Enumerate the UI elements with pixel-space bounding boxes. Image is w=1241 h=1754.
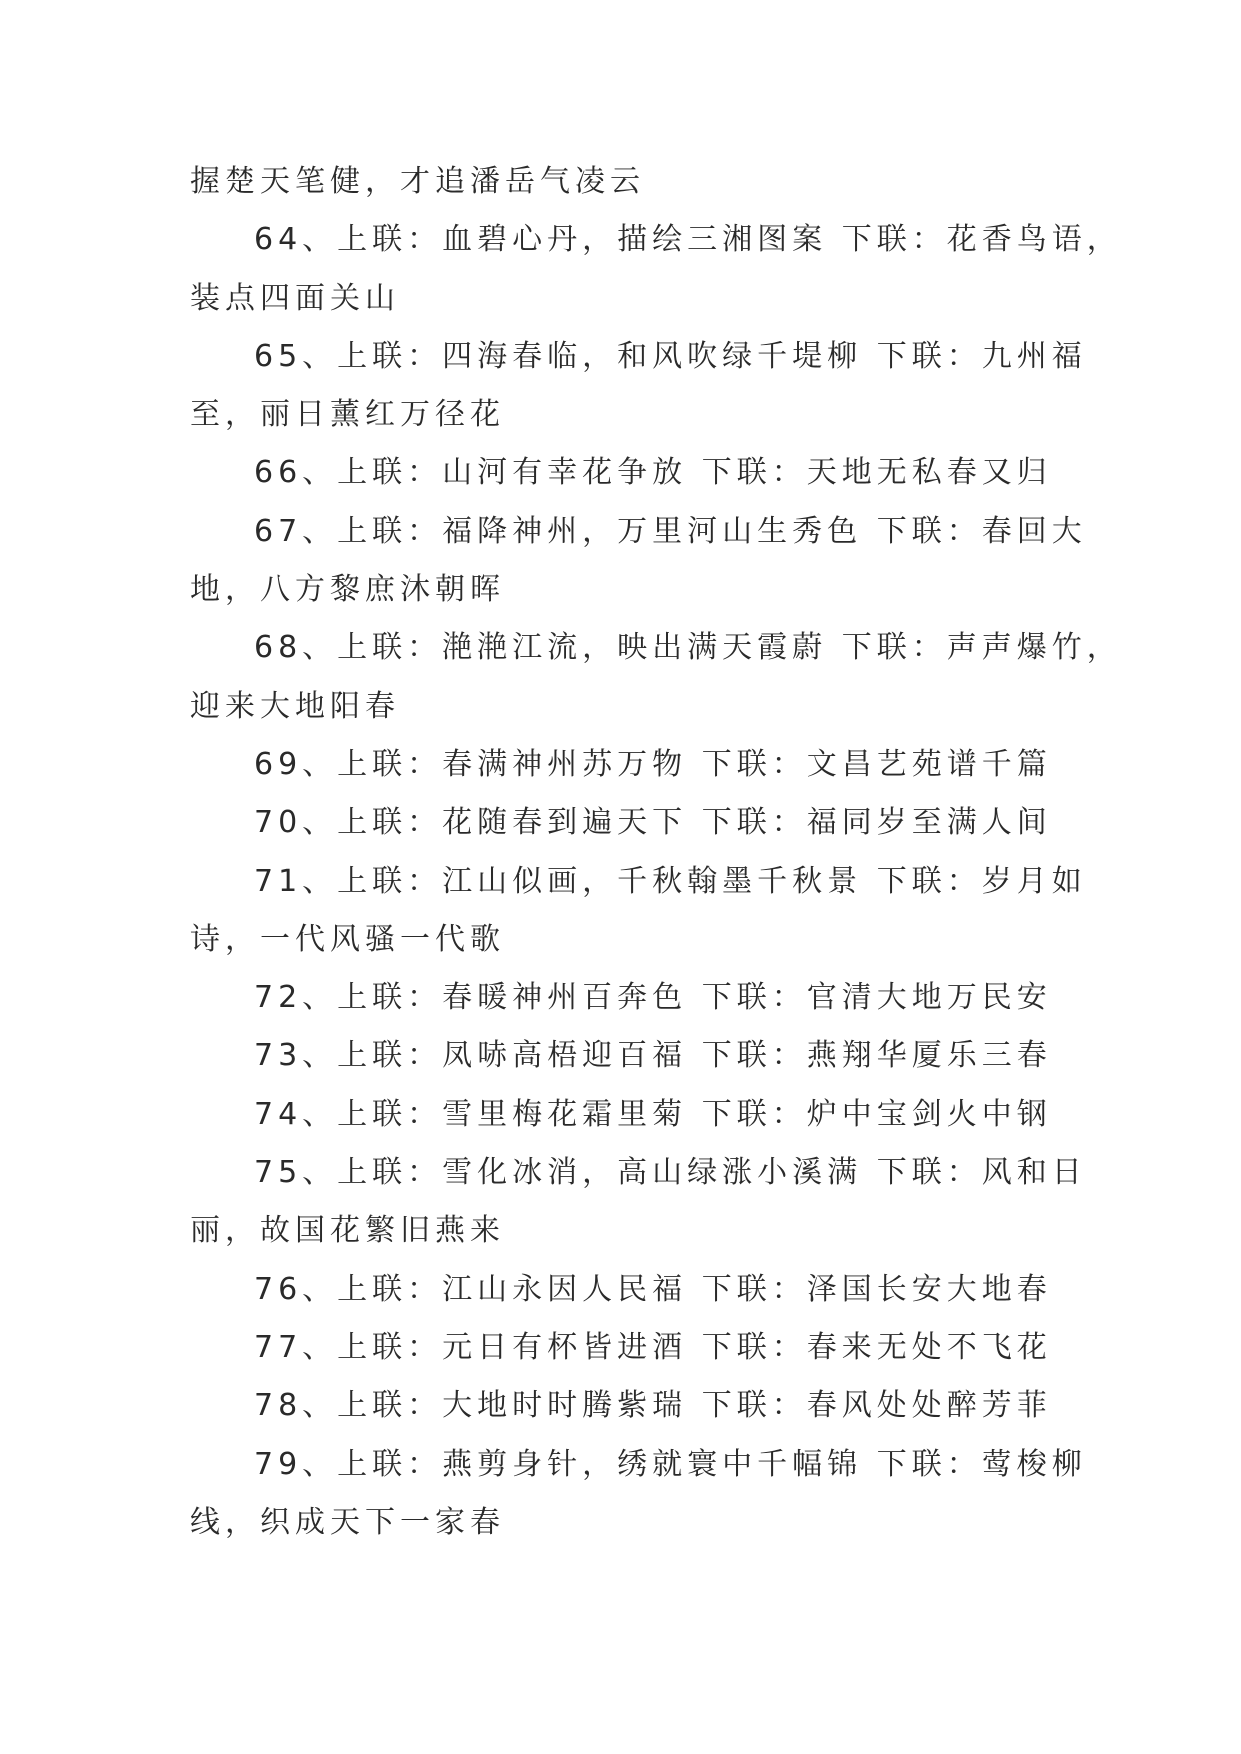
text-line: 69、上联：春满神州苏万物 下联：文昌艺苑谱千篇 [254, 746, 1052, 782]
text-line: 66、上联：山河有幸花争放 下联：天地无私春又归 [254, 455, 1052, 491]
text-line: 65、上联：四海春临，和风吹绿千堤柳 下联：九州福 [254, 338, 1087, 374]
text-line: 73、上联：凤哧高梧迎百福 下联：燕翔华厦乐三春 [254, 1038, 1052, 1074]
text-line: 至，丽日薰红万径花 [190, 397, 505, 433]
text-line: 68、上联：滟滟江流，映出满天霞蔚 下联：声声爆竹， [254, 630, 1122, 666]
text-line: 丽，故国花繁旧燕来 [190, 1213, 505, 1249]
text-line: 76、上联：江山永因人民福 下联：泽国长安大地春 [254, 1271, 1052, 1307]
text-line: 75、上联：雪化冰消，高山绿涨小溪满 下联：风和日 [254, 1155, 1087, 1191]
document-body [190, 153, 1122, 1552]
text-line: 线，织成天下一家春 [190, 1504, 505, 1540]
text-line: 装点四面关山 [190, 280, 400, 316]
text-line: 78、上联：大地时时腾紫瑞 下联：春风处处醉芳菲 [254, 1388, 1052, 1424]
text-line: 79、上联：燕剪身针，绣就寰中千幅锦 下联：莺梭柳 [254, 1446, 1087, 1482]
text-line: 握楚天笔健，才追潘岳气凌云 [190, 164, 645, 199]
text-line: 77、上联：元日有杯皆进酒 下联：春来无处不飞花 [254, 1329, 1052, 1365]
text-line: 67、上联：福降神州，万里河山生秀色 下联：春回大 [254, 513, 1087, 549]
text-line: 70、上联：花随春到遍天下 下联：福同岁至满人间 [254, 805, 1052, 841]
text-line: 64、上联：血碧心丹，描绘三湘图案 下联：花香鸟语， [254, 222, 1122, 258]
text-line: 72、上联：春暖神州百奔色 下联：官清大地万民安 [254, 980, 1052, 1016]
text-line: 地，八方黎庶沐朝晖 [190, 572, 505, 608]
text-line: 诗，一代风骚一代歌 [190, 921, 505, 957]
text-line: 迎来大地阳春 [190, 688, 400, 724]
text-line: 74、上联：雪里梅花霜里菊 下联：炉中宝剑火中钢 [254, 1096, 1052, 1132]
text-line: 71、上联：江山似画，千秋翰墨千秋景 下联：岁月如 [254, 863, 1087, 899]
